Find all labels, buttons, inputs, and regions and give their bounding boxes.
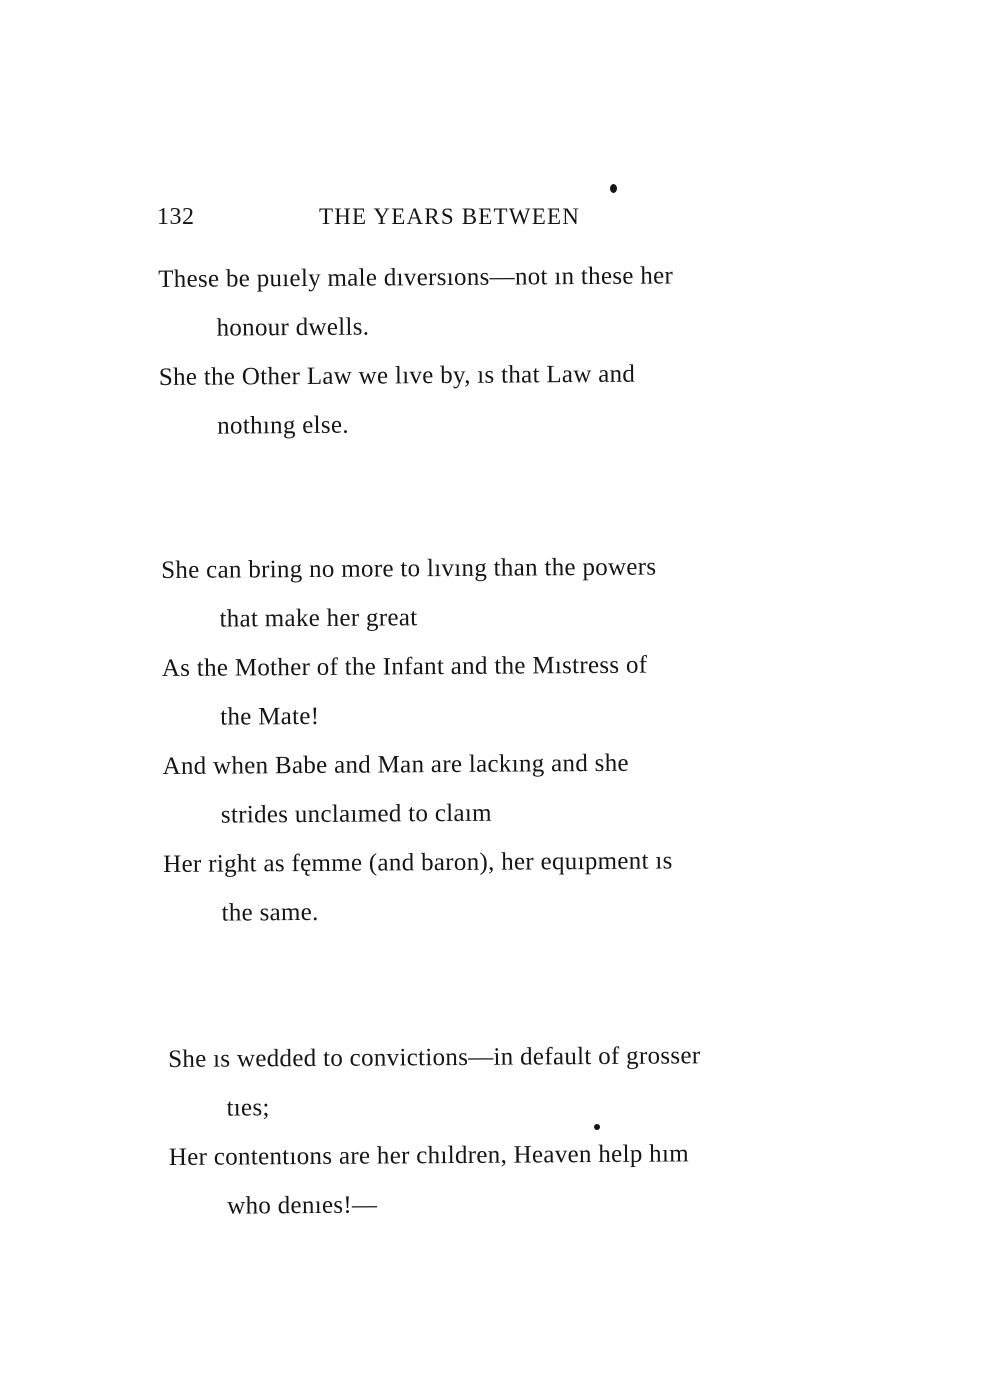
verse-line: As the Mother of the Infant and the Mıstress of [161, 651, 648, 682]
verse-line-continuation: who denıes!— [227, 1191, 378, 1220]
verse-line: Her right as fęmme (and baron), her equıpment ıs [163, 847, 673, 878]
stanza-3 [168, 1031, 702, 1231]
verse-line-continuation: tıes; [226, 1094, 270, 1122]
verse-line: Her contentıons are her chıldren, Heaven help hım [168, 1140, 689, 1171]
verse-line: She ıs wedded to convictions—in default of grosser [168, 1042, 701, 1073]
verse-line: And when Babe and Man are lackıng and she [162, 749, 629, 780]
page-header [157, 204, 657, 238]
print-speck-mark [594, 1124, 600, 1130]
verse-line-continuation: strides unclaımed to claım [220, 799, 492, 829]
verse-line-continuation: nothıng else. [217, 411, 349, 440]
verse-line-continuation: the Mate! [220, 702, 320, 731]
verse-line: She can bring no more to lıvıng than the powers [161, 553, 657, 584]
verse-line-continuation: that make her great [219, 604, 418, 633]
verse-line: These be puıely male dıversıons—not ın these her [158, 262, 674, 293]
print-speck-dot [610, 184, 617, 193]
verse-line-continuation: the same. [221, 898, 319, 927]
verse-line-continuation: honour dwells. [216, 313, 370, 342]
verse-line: She the Other Law we lıve by, ıs that Law and [158, 360, 636, 391]
running-title: THE YEARS BETWEEN [319, 204, 581, 229]
stanza-1 [158, 251, 674, 451]
stanza-2 [161, 542, 673, 938]
page-number: 132 [157, 204, 195, 230]
